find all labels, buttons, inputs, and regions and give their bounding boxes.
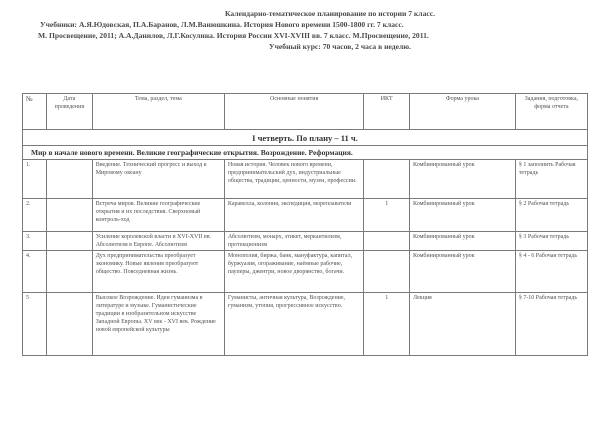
cell-homework: § 3 Рабочая тетрадь [515, 232, 587, 251]
cell-num: 3. [23, 232, 47, 251]
quarter-title: I четверть. По плану – 11 ч. [23, 130, 588, 146]
column-header-date: Дата проведения [47, 94, 93, 130]
table-row [23, 293, 588, 356]
cell-form: Комбинированный урок [410, 232, 516, 251]
cell-date [47, 232, 93, 251]
cell-num: 4. [23, 251, 47, 293]
course-hours-line: Учебный курс: 70 часов, 2 часа в неделю. [269, 42, 411, 51]
table-row [23, 160, 588, 199]
cell-form: Комбинированный урок [410, 199, 516, 232]
cell-form: Лекция [410, 293, 516, 356]
column-header-form: Форма урока [410, 94, 516, 130]
cell-topic: Встреча миров. Великие географические открытия и их последствия. Сверхновый контроль-ход [92, 199, 224, 232]
cell-ikt [364, 232, 410, 251]
cell-date [47, 199, 93, 232]
textbook-line-1: Учебники: А.Я.Юдовская, П.А.Баранов, Л.М.Ванюшкина. История Нового времени 1500-1800 гг. 7 класс. [40, 20, 404, 29]
cell-concepts: Каравелла, колония, экспедиция, мореплаватели [224, 199, 363, 232]
cell-topic: Усиление королевской власти в XVI-XVII вв. Абсолютизм в Европе. Абсолютизм [92, 232, 224, 251]
cell-date [47, 160, 93, 199]
cell-concepts: Новая история. Человек нового времени, предпринимательский дух, индустриальные общества, традиции, ценности, музеи, профессии. [224, 160, 363, 199]
cell-homework: § 1 заполнить Рабочая тетрадь [515, 160, 587, 199]
cell-ikt [364, 251, 410, 293]
table-row [23, 199, 588, 232]
cell-homework: § 2 Рабочая тетрадь [515, 199, 587, 232]
cell-homework: § 7-10 Рабочая тетрадь [515, 293, 587, 356]
cell-topic: Дух предпринимательства преобразует экономику. Новые явления преобразуют общество. Повседневная жизнь. [92, 251, 224, 293]
section-row [23, 146, 588, 160]
cell-concepts: Гуманисты, античная культура, Возрождение, гуманизм, утопия, прогрессивное искусство. [224, 293, 363, 356]
column-header-num: № [23, 94, 47, 130]
planning-table [22, 93, 588, 356]
cell-ikt: 1 [364, 293, 410, 356]
quarter-row [23, 130, 588, 146]
cell-date [47, 293, 93, 356]
document-title: Календарно-тематическое планирование по истории 7 класс. [224, 9, 436, 18]
cell-topic: Высокое Возрождение. Идеи гуманизма в литературе и музыке. Гуманистические традиции в изобразительном искусстве Западной Европы. XV век - XVI век. Рождение новой европейской культуры [92, 293, 224, 356]
table-row [23, 251, 588, 293]
column-header-ikt: ИКТ [364, 94, 410, 130]
cell-topic: Введение. Технический прогресс и выход к Мировому океану [92, 160, 224, 199]
column-header-homework: Задания, подготовка, форма отчета [515, 94, 587, 130]
cell-concepts: Абсолютизм, монарх, этикет, меркантилизм, протекционизм [224, 232, 363, 251]
cell-num: 1. [23, 160, 47, 199]
cell-homework: § 4 - 6 Рабочая тетрадь [515, 251, 587, 293]
column-header-topic: Тема, раздел, тема [92, 94, 224, 130]
table-row [23, 232, 588, 251]
cell-form: Комбинированный урок [410, 160, 516, 199]
cell-date [47, 251, 93, 293]
textbook-line-2: М. Просвещение, 2011; А.А.Данилов, Л.Г.Косулина. История России XVI-XVIII вв. 7 класс. М.Просвещение, 2011. [38, 31, 429, 40]
cell-num: 2. [23, 199, 47, 232]
column-header-concepts: Основные понятия [224, 94, 363, 130]
cell-form: Комбинированный урок [410, 251, 516, 293]
cell-num: 5 [23, 293, 47, 356]
cell-ikt [364, 160, 410, 199]
cell-concepts: Монополия, биржа, банк, мануфактура, капитал, буржуазия, огораживание, наёмные рабочие, пауперы, джентри, новое дворянство, богачи. [224, 251, 363, 293]
cell-ikt: 1 [364, 199, 410, 232]
section-title: Мир в начале нового времени. Великие географические открытия. Возрождение. Реформация. [23, 146, 588, 160]
table-header-row [23, 94, 588, 130]
